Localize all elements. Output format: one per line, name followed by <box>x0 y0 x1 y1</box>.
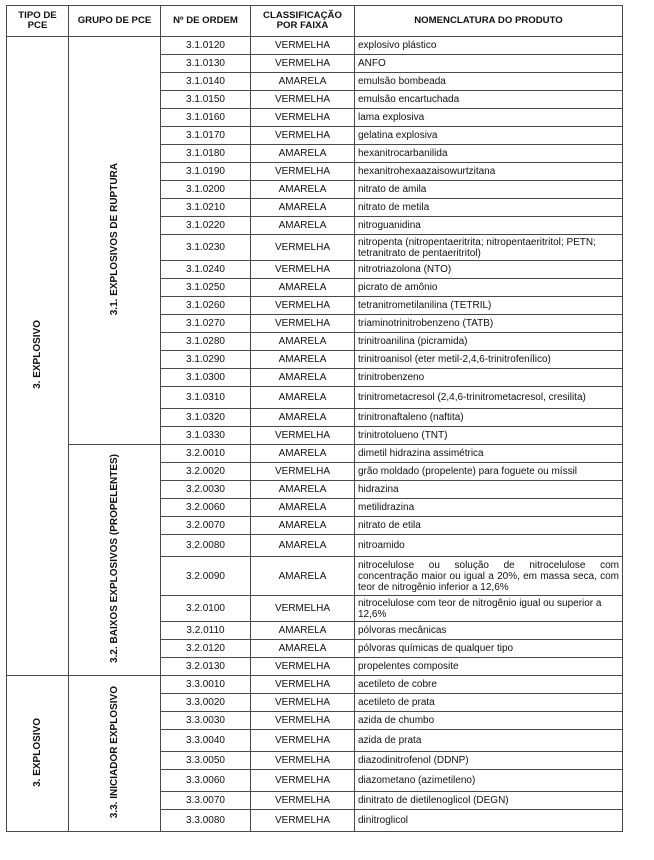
ordem-cell: 3.3.0060 <box>161 770 251 792</box>
classificacao-cell: VERMELHA <box>251 752 355 770</box>
ordem-cell: 3.2.0030 <box>161 481 251 499</box>
nomenclatura-cell: diazometano (azimetileno) <box>355 770 623 792</box>
ordem-cell: 3.2.0090 <box>161 557 251 596</box>
nomenclatura-cell: gelatina explosiva <box>355 127 623 145</box>
ordem-cell: 3.1.0250 <box>161 279 251 297</box>
classificacao-cell: VERMELHA <box>251 297 355 315</box>
ordem-cell: 3.3.0040 <box>161 730 251 752</box>
ordem-cell: 3.2.0070 <box>161 517 251 535</box>
ordem-cell: 3.1.0210 <box>161 199 251 217</box>
classificacao-cell: AMARELA <box>251 73 355 91</box>
classificacao-cell: AMARELA <box>251 499 355 517</box>
classificacao-cell: VERMELHA <box>251 427 355 445</box>
classificacao-cell: AMARELA <box>251 535 355 557</box>
classificacao-cell: AMARELA <box>251 409 355 427</box>
classificacao-cell: VERMELHA <box>251 261 355 279</box>
nomenclatura-cell: azida de chumbo <box>355 712 623 730</box>
table-row <box>7 37 623 55</box>
ordem-cell: 3.1.0320 <box>161 409 251 427</box>
ordem-cell: 3.1.0280 <box>161 333 251 351</box>
nomenclatura-cell: acetileto de cobre <box>355 676 623 694</box>
classificacao-cell: AMARELA <box>251 481 355 499</box>
classificacao-cell: VERMELHA <box>251 37 355 55</box>
classificacao-cell: VERMELHA <box>251 792 355 810</box>
classificacao-cell: VERMELHA <box>251 235 355 261</box>
nomenclatura-cell: pólvoras mecânicas <box>355 622 623 640</box>
nomenclatura-cell: acetileto de prata <box>355 694 623 712</box>
ordem-cell: 3.3.0020 <box>161 694 251 712</box>
ordem-cell: 3.3.0010 <box>161 676 251 694</box>
nomenclatura-cell: nitrato de amila <box>355 181 623 199</box>
nomenclatura-cell: trinitrobenzeno <box>355 369 623 387</box>
classificacao-cell: VERMELHA <box>251 109 355 127</box>
grupo-pce-cell <box>69 676 161 832</box>
classificacao-cell: VERMELHA <box>251 55 355 73</box>
nomenclatura-cell: trinitrometacresol (2,4,6-trinitrometacresol, cresilita) <box>355 387 623 409</box>
ordem-cell: 3.1.0270 <box>161 315 251 333</box>
nomenclatura-cell: azida de prata <box>355 730 623 752</box>
nomenclatura-cell: nitroamido <box>355 535 623 557</box>
nomenclatura-cell: nitrato de metila <box>355 199 623 217</box>
nomenclatura-cell: hexanitrocarbanilida <box>355 145 623 163</box>
ordem-cell: 3.1.0240 <box>161 261 251 279</box>
classificacao-cell: VERMELHA <box>251 810 355 832</box>
nomenclatura-cell: dinitrato de dietilenoglicol (DEGN) <box>355 792 623 810</box>
ordem-cell: 3.1.0260 <box>161 297 251 315</box>
ordem-cell: 3.1.0170 <box>161 127 251 145</box>
ordem-cell: 3.1.0300 <box>161 369 251 387</box>
nomenclatura-cell: propelentes composite <box>355 658 623 676</box>
classificacao-cell: VERMELHA <box>251 712 355 730</box>
nomenclatura-cell: explosivo plástico <box>355 37 623 55</box>
ordem-cell: 3.3.0070 <box>161 792 251 810</box>
nomenclatura-cell: diazodinitrofenol (DDNP) <box>355 752 623 770</box>
header-row <box>7 6 623 37</box>
ordem-cell: 3.1.0140 <box>161 73 251 91</box>
classificacao-cell: AMARELA <box>251 369 355 387</box>
classificacao-cell: AMARELA <box>251 199 355 217</box>
classificacao-cell: AMARELA <box>251 622 355 640</box>
nomenclatura-cell: trinitroanisol (eter metil-2,4,6-trinitrofenílico) <box>355 351 623 369</box>
ordem-cell: 3.2.0010 <box>161 445 251 463</box>
classificacao-cell: AMARELA <box>251 333 355 351</box>
table-body <box>7 37 623 832</box>
classificacao-cell: AMARELA <box>251 145 355 163</box>
nomenclatura-cell: nitrato de etila <box>355 517 623 535</box>
classificacao-cell: VERMELHA <box>251 91 355 109</box>
grupo-pce-label: 3.1. EXPLOSIVOS DE RUPTURA <box>109 162 120 316</box>
tipo-pce-label: 3. EXPLOSIVO <box>32 717 43 787</box>
classificacao-cell: VERMELHA <box>251 315 355 333</box>
nomenclatura-cell: grão moldado (propelente) para foguete ou míssil <box>355 463 623 481</box>
nomenclatura-cell: dimetil hidrazina assimétrica <box>355 445 623 463</box>
classificacao-cell: AMARELA <box>251 279 355 297</box>
ordem-cell: 3.1.0130 <box>161 55 251 73</box>
header-grupo: GRUPO DE PCE <box>69 6 161 37</box>
header-ordem: Nº DE ORDEM <box>161 6 251 37</box>
grupo-pce-cell <box>69 37 161 445</box>
nomenclatura-cell: lama explosiva <box>355 109 623 127</box>
pce-products-table <box>6 5 623 832</box>
table-row <box>7 676 623 694</box>
classificacao-cell: VERMELHA <box>251 463 355 481</box>
ordem-cell: 3.2.0060 <box>161 499 251 517</box>
header-classificacao: CLASSIFICAÇÃO POR FAIXA <box>251 6 355 37</box>
ordem-cell: 3.2.0080 <box>161 535 251 557</box>
nomenclatura-cell: trinitroanilina (picramida) <box>355 333 623 351</box>
classificacao-cell: VERMELHA <box>251 658 355 676</box>
nomenclatura-cell: picrato de amônio <box>355 279 623 297</box>
ordem-cell: 3.1.0160 <box>161 109 251 127</box>
classificacao-cell: AMARELA <box>251 557 355 596</box>
ordem-cell: 3.1.0230 <box>161 235 251 261</box>
nomenclatura-cell: hidrazina <box>355 481 623 499</box>
nomenclatura-cell: pólvoras químicas de qualquer tipo <box>355 640 623 658</box>
ordem-cell: 3.2.0020 <box>161 463 251 481</box>
ordem-cell: 3.3.0080 <box>161 810 251 832</box>
ordem-cell: 3.1.0190 <box>161 163 251 181</box>
classificacao-cell: AMARELA <box>251 217 355 235</box>
ordem-cell: 3.1.0330 <box>161 427 251 445</box>
nomenclatura-cell: nitrotriazolona (NTO) <box>355 261 623 279</box>
tipo-pce-cell <box>7 37 69 676</box>
tipo-pce-cell <box>7 676 69 832</box>
nomenclatura-cell: trinitrotolueno (TNT) <box>355 427 623 445</box>
header-tipo: TIPO DE PCE <box>7 6 69 37</box>
nomenclatura-cell: hexanitrohexaazaisowurtzitana <box>355 163 623 181</box>
ordem-cell: 3.2.0130 <box>161 658 251 676</box>
tipo-pce-label: 3. EXPLOSIVO <box>32 320 43 389</box>
header-nomenclatura: NOMENCLATURA DO PRODUTO <box>355 6 623 37</box>
nomenclatura-cell: emulsão bombeada <box>355 73 623 91</box>
ordem-cell: 3.1.0150 <box>161 91 251 109</box>
classificacao-cell: AMARELA <box>251 445 355 463</box>
ordem-cell: 3.2.0120 <box>161 640 251 658</box>
classificacao-cell: VERMELHA <box>251 676 355 694</box>
ordem-cell: 3.3.0030 <box>161 712 251 730</box>
nomenclatura-cell: dinitroglicol <box>355 810 623 832</box>
nomenclatura-cell: trinitronaftaleno (naftita) <box>355 409 623 427</box>
classificacao-cell: VERMELHA <box>251 694 355 712</box>
classificacao-cell: VERMELHA <box>251 163 355 181</box>
classificacao-cell: VERMELHA <box>251 596 355 622</box>
nomenclatura-cell: emulsão encartuchada <box>355 91 623 109</box>
classificacao-cell: AMARELA <box>251 351 355 369</box>
classificacao-cell: AMARELA <box>251 640 355 658</box>
nomenclatura-cell: nitropenta (nitropentaeritrita; nitropentaeritritol; PETN; tetranitrato de pentaeritritol) <box>355 235 623 261</box>
ordem-cell: 3.3.0050 <box>161 752 251 770</box>
nomenclatura-cell: ANFO <box>355 55 623 73</box>
ordem-cell: 3.1.0200 <box>161 181 251 199</box>
nomenclatura-cell: metilidrazina <box>355 499 623 517</box>
nomenclatura-cell: nitroguanidina <box>355 217 623 235</box>
classificacao-cell: VERMELHA <box>251 730 355 752</box>
ordem-cell: 3.1.0310 <box>161 387 251 409</box>
grupo-pce-cell <box>69 445 161 676</box>
classificacao-cell: VERMELHA <box>251 770 355 792</box>
ordem-cell: 3.1.0120 <box>161 37 251 55</box>
nomenclatura-cell: nitrocelulose com teor de nitrogênio igual ou superior a 12,6% <box>355 596 623 622</box>
grupo-pce-label: 3.3. INICIADOR EXPLOSIVO <box>109 685 120 819</box>
classificacao-cell: AMARELA <box>251 181 355 199</box>
ordem-cell: 3.1.0180 <box>161 145 251 163</box>
classificacao-cell: AMARELA <box>251 517 355 535</box>
grupo-pce-label: 3.2. BAIXOS EXPLOSIVOS (PROPELENTES) <box>109 454 120 663</box>
classificacao-cell: VERMELHA <box>251 127 355 145</box>
ordem-cell: 3.1.0220 <box>161 217 251 235</box>
nomenclatura-cell: triaminotrinitrobenzeno (TATB) <box>355 315 623 333</box>
classificacao-cell: AMARELA <box>251 387 355 409</box>
nomenclatura-cell: nitrocelulose ou solução de nitrocelulose com concentração maior ou igual a 20%, em massa seca, com teor de nitrogênio inferior a 12,6% <box>355 557 623 596</box>
ordem-cell: 3.2.0110 <box>161 622 251 640</box>
ordem-cell: 3.2.0100 <box>161 596 251 622</box>
ordem-cell: 3.1.0290 <box>161 351 251 369</box>
table-row <box>7 445 623 463</box>
nomenclatura-cell: tetranitrometilanilina (TETRIL) <box>355 297 623 315</box>
